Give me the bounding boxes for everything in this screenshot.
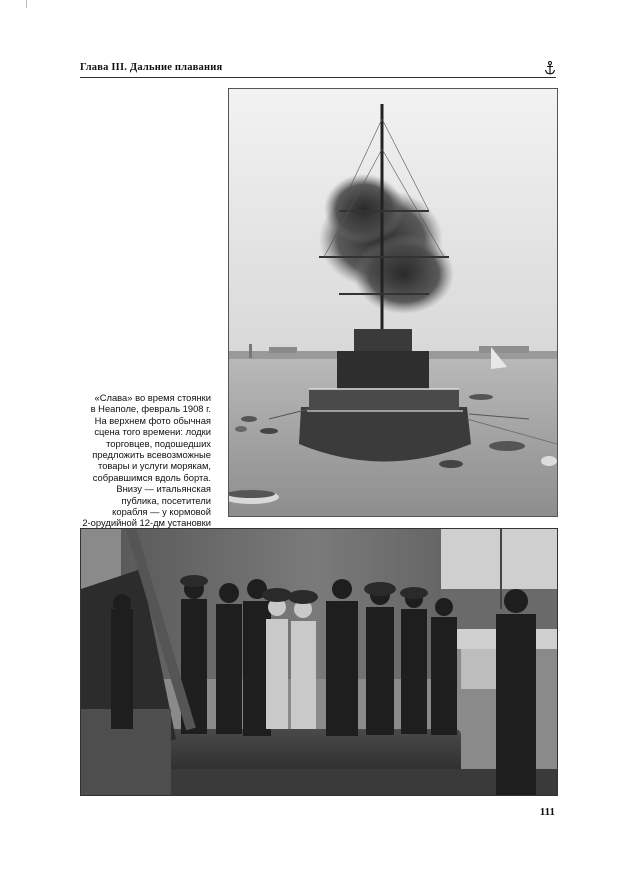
caption-line: товары и услуги морякам, [98, 460, 211, 472]
caption-line: 2-орудийной 12-дм установки [82, 517, 211, 529]
anchor-icon [544, 61, 556, 75]
page-number: 111 [539, 806, 555, 818]
caption-line: «Слава» во время стоянки [94, 392, 211, 403]
caption-line: предложить всевозможные [92, 449, 211, 461]
caption-line: сцена того времени: лодки [94, 426, 211, 438]
caption-line: Внизу — итальянская [116, 483, 211, 495]
battleship-photo [228, 88, 558, 517]
caption-line: корабля — у кормовой [112, 506, 211, 518]
header-rule [80, 77, 556, 78]
running-header [80, 62, 556, 78]
caption-line: собравшимся вдоль борта. [92, 471, 211, 483]
caption-line: На верхнем фото обычная [94, 414, 211, 426]
crop-mark [26, 0, 27, 8]
photo-caption [78, 392, 211, 529]
caption-line: публика, посетители [121, 494, 211, 506]
caption-line: в Неаполе, февраль 1908 г. [90, 403, 211, 415]
chapter-title: Глава III. Дальние плавания [80, 62, 223, 73]
visitors-photo [80, 528, 558, 796]
visitors-image [81, 529, 557, 795]
caption-line: торговцев, подошедших [106, 437, 211, 449]
battleship-image [229, 89, 557, 516]
